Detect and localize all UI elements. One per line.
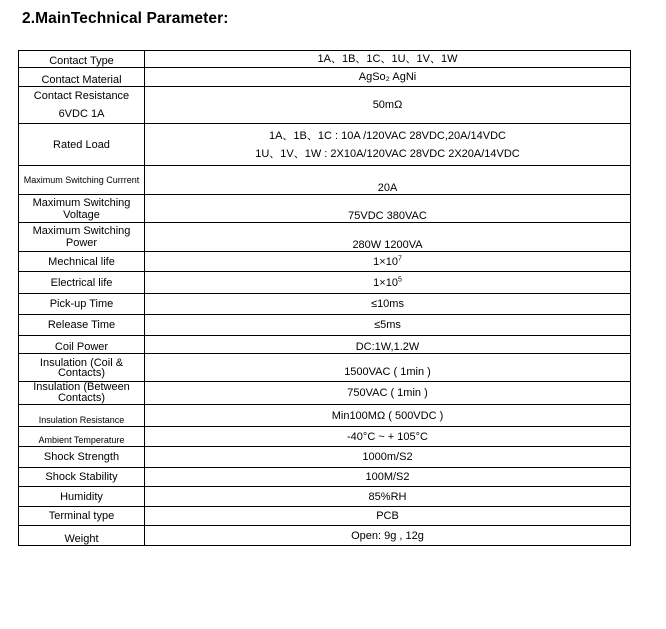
table-row — [19, 252, 631, 272]
param-label: Coil Power — [19, 336, 145, 354]
table-row — [19, 507, 631, 526]
param-value: -40°C ~ + 105°C — [145, 427, 631, 447]
table-row — [19, 272, 631, 294]
param-value: 50mΩ — [145, 87, 631, 124]
table-row — [19, 382, 631, 405]
param-value: Open: 9g , 12g — [145, 526, 631, 546]
param-label: Terminal type — [19, 507, 145, 526]
table-row — [19, 294, 631, 315]
param-value: 1A、1B、1C、1U、1V、1W — [145, 51, 631, 68]
value-base: 1×10 — [373, 276, 398, 289]
param-value — [145, 124, 631, 166]
param-label: Electrical life — [19, 272, 145, 294]
param-label: Pick-up Time — [19, 294, 145, 315]
param-label — [19, 87, 145, 124]
param-label: Maximum Switching Currrent — [19, 166, 145, 195]
table-row — [19, 87, 631, 124]
param-label: Insulation (Between Contacts) — [19, 382, 145, 405]
param-label-line2: 6VDC 1A — [58, 108, 105, 120]
param-value: 750VAC ( 1min ) — [145, 382, 631, 405]
param-value-line1: 1A、1B、1C : 10A /120VAC 28VDC,20A/14VDC — [268, 129, 507, 142]
param-value: DC:1W,1.2W — [145, 336, 631, 354]
param-value: 100M/S2 — [145, 468, 631, 487]
table-row — [19, 427, 631, 447]
table-row — [19, 124, 631, 166]
param-value: AgSo₂ AgNi — [145, 68, 631, 87]
table-row — [19, 405, 631, 427]
table-row — [19, 447, 631, 468]
param-value: ≤10ms — [145, 294, 631, 315]
param-label: Release Time — [19, 315, 145, 336]
table-row — [19, 354, 631, 382]
table-row — [19, 336, 631, 354]
param-label: Shock Stability — [19, 468, 145, 487]
param-label: Insulation (Coil & Contacts) — [19, 354, 145, 382]
param-value: Min100MΩ ( 500VDC ) — [145, 405, 631, 427]
table-row — [19, 468, 631, 487]
param-label: Ambient Temperature — [19, 427, 145, 447]
table-row — [19, 526, 631, 546]
param-value: 75VDC 380VAC — [145, 195, 631, 223]
param-label: Weight — [19, 526, 145, 546]
param-label: Maximum Switching Power — [19, 223, 145, 252]
param-value — [145, 252, 631, 272]
table-row — [19, 487, 631, 507]
value-base: 1×10 — [373, 255, 398, 268]
param-value: 1000m/S2 — [145, 447, 631, 468]
param-value: 1500VAC ( 1min ) — [145, 354, 631, 382]
param-value — [145, 272, 631, 294]
value-exponent: 5 — [397, 275, 402, 283]
param-label: Insulation Resistance — [19, 405, 145, 427]
param-value: 20A — [145, 166, 631, 195]
table-row — [19, 223, 631, 252]
table-row — [19, 68, 631, 87]
param-value: PCB — [145, 507, 631, 526]
table-row — [19, 51, 631, 68]
param-value: 280W 1200VA — [145, 223, 631, 252]
table-row — [19, 195, 631, 223]
param-label: Contact Material — [19, 68, 145, 87]
param-label: Mechnical life — [19, 252, 145, 272]
technical-parameter-table — [18, 50, 631, 546]
param-value-line2: 1U、1V、1W : 2X10A/120VAC 28VDC 2X20A/14VDC — [255, 147, 520, 160]
param-value: ≤5ms — [145, 315, 631, 336]
param-label-line1: Contact Resistance — [33, 90, 130, 102]
param-label: Humidity — [19, 487, 145, 507]
param-label: Maximum Switching Voltage — [19, 195, 145, 223]
param-label: Contact Type — [19, 51, 145, 68]
value-exponent: 7 — [397, 254, 402, 262]
param-label: Shock Strength — [19, 447, 145, 468]
param-value: 85%RH — [145, 487, 631, 507]
param-label: Rated Load — [19, 124, 145, 166]
table-row — [19, 166, 631, 195]
section-heading: 2.MainTechnical Parameter: — [22, 10, 229, 27]
table-row — [19, 315, 631, 336]
